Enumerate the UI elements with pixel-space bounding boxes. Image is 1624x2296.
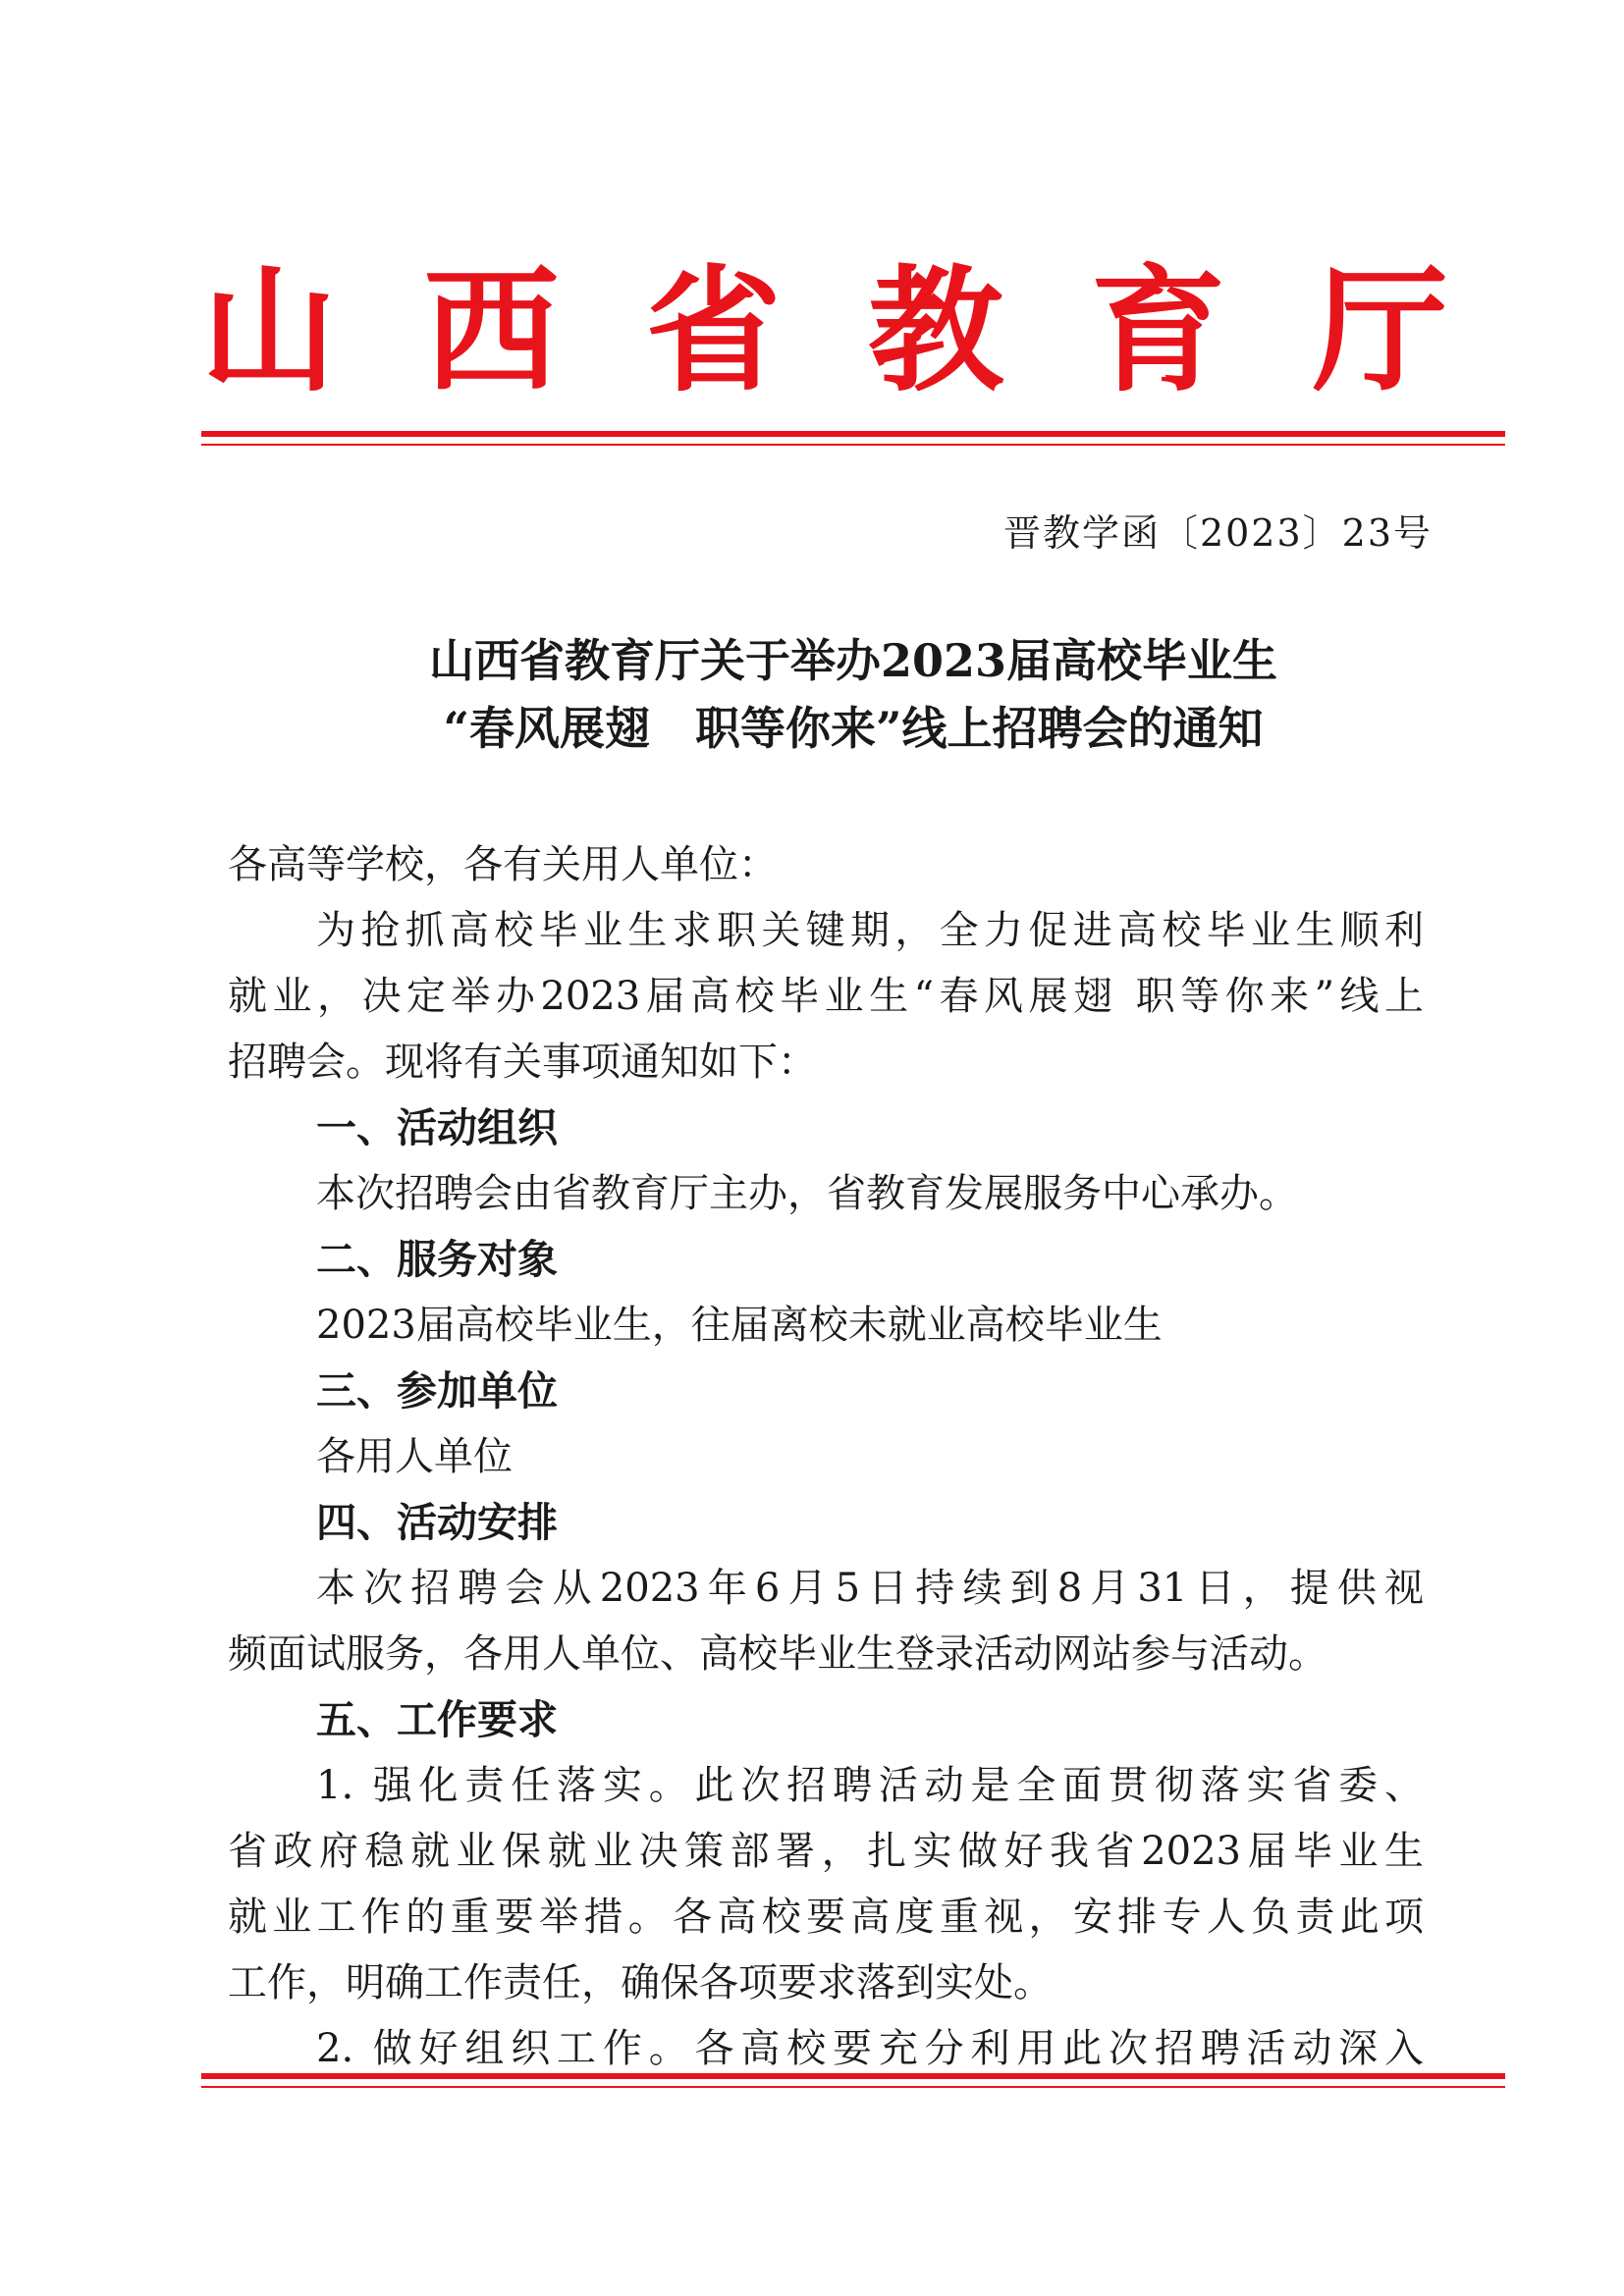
masthead-char: 育 — [1090, 250, 1226, 410]
section-text: 1. 强化责任落实。此次招聘活动是全面贯彻落实省委、 — [316, 1763, 1424, 1808]
document-title-line-1: 山西省教育厅关于举办2023届高校毕业生 — [428, 634, 1278, 687]
section-heading: 三、参加单位 — [316, 1367, 558, 1415]
section-text: 频面试服务，各用人单位、高校毕业生登录活动网站参与活动。 — [228, 1631, 1327, 1677]
masthead-char: 山 — [201, 250, 338, 410]
document-title-line-2: “春风展翅 职等你来”线上招聘会的通知 — [443, 702, 1264, 755]
salutation: 各高等学校，各有关用人单位： — [228, 842, 778, 887]
section-text: 本次招聘会由省教育厅主办，省教育发展服务中心承办。 — [316, 1171, 1298, 1216]
section-text: 工作，明确工作责任，确保各项要求落到实处。 — [228, 1960, 1053, 2005]
masthead-char: 教 — [868, 250, 1004, 410]
section-text: 本次招聘会从2023年6月5日持续到8月31日，提供视 — [316, 1566, 1424, 1611]
section-heading: 二、服务对象 — [316, 1236, 558, 1283]
section-heading: 四、活动安排 — [316, 1499, 558, 1546]
section-heading: 一、活动组织 — [316, 1104, 558, 1151]
footer-rule-thick — [201, 2073, 1505, 2079]
section-text: 就业工作的重要举措。各高校要高度重视，安排专人负责此项 — [228, 1895, 1424, 1940]
masthead — [201, 250, 1448, 410]
masthead-char: 省 — [645, 250, 782, 410]
header-rule-thin — [201, 444, 1505, 446]
section-text: 各用人单位 — [316, 1434, 513, 1479]
section-text: 省政府稳就业保就业决策部署，扎实做好我省2023届毕业生 — [228, 1829, 1424, 1874]
section-heading: 五、工作要求 — [316, 1696, 558, 1743]
body-paragraph-line: 为抢抓高校毕业生求职关键期，全力促进高校毕业生顺利 — [316, 908, 1424, 953]
body-paragraph-line: 招聘会。现将有关事项通知如下： — [228, 1040, 817, 1085]
document-number: 晋教学函〔2023〕23号 — [1002, 511, 1433, 555]
body-paragraph-line: 就业，决定举办2023届高校毕业生“春风展翅 职等你来”线上 — [228, 974, 1424, 1019]
footer-rule-thin — [201, 2086, 1505, 2088]
header-rule-thick — [201, 431, 1505, 437]
section-text: 2023届高校毕业生，往届离校未就业高校毕业生 — [316, 1303, 1163, 1348]
section-text: 2. 做好组织工作。各高校要充分利用此次招聘活动深入 — [316, 2026, 1424, 2071]
masthead-char: 厅 — [1312, 250, 1448, 410]
masthead-char: 西 — [423, 250, 560, 410]
